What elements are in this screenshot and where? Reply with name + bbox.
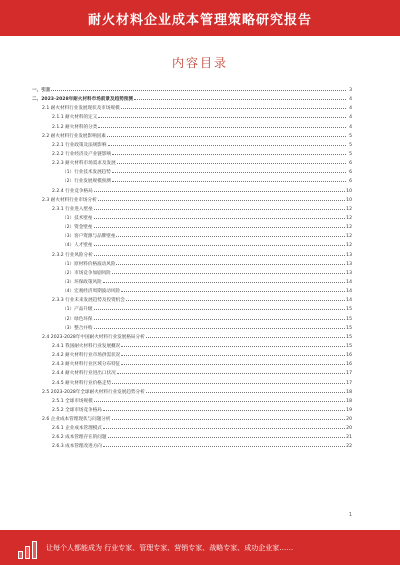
toc-entry[interactable]	[32, 113, 352, 122]
toc-entry-label: 2.1.2 耐火材料的分类	[52, 124, 98, 130]
toc-leader-dots	[107, 136, 346, 137]
toc-leader-dots	[112, 419, 346, 420]
toc-entry[interactable]	[32, 333, 352, 342]
toc-entry-label: （3）整合并购	[62, 325, 93, 331]
toc-leader-dots	[51, 90, 346, 91]
toc-entry-page: 3	[349, 88, 352, 93]
toc-entry[interactable]	[32, 388, 352, 397]
footer-slogan: 让每个人都能成为 行业专家、管理专家、营销专家、战略专家、成功企业家……	[46, 543, 294, 552]
toc-entry-page: 15	[346, 334, 352, 340]
report-title: 耐火材料企业成本管理策略研究报告	[87, 12, 312, 28]
toc-entry-label: 2.2.1 行业政策及法规影响	[52, 142, 107, 148]
toc-entry-page: 13	[346, 252, 352, 258]
toc-leader-dots	[121, 346, 345, 347]
toc-leader-dots	[98, 127, 346, 128]
toc-entry[interactable]	[32, 397, 352, 406]
toc-entry-label: 2.2.2 行业经济及产业链影响	[52, 151, 112, 157]
toc-leader-dots	[116, 236, 345, 237]
toc-leader-dots	[117, 373, 345, 374]
toc-entry-label: （2）资金壁垒	[62, 225, 93, 231]
toc-entry-label: 2.4.4 耐火材料行业进出口状况	[52, 371, 116, 377]
toc-entry-page: 18	[346, 398, 352, 404]
toc-entry-label: 2.1 耐火材料行业发展现状及市场规模	[42, 106, 120, 112]
toc-leader-dots	[126, 300, 345, 301]
toc-leader-dots	[112, 181, 346, 182]
toc-heading: 内容目录	[171, 56, 228, 70]
toc-leader-dots	[94, 255, 345, 256]
toc-entry-page: 16	[346, 362, 352, 368]
toc-entry-label: （1）技术壁垒	[62, 215, 93, 221]
toc-entry[interactable]	[32, 132, 352, 141]
toc-leader-dots	[112, 172, 346, 173]
toc-leader-dots	[108, 437, 346, 438]
toc-entry-page: 10	[346, 197, 352, 203]
toc-entry-page: 13	[346, 261, 352, 267]
toc-leader-dots	[121, 364, 345, 365]
toc-leader-dots	[98, 200, 345, 201]
toc-entry[interactable]	[32, 232, 352, 241]
toc-entry-label: 2.3.2 行业风险分析	[52, 252, 93, 258]
page-number: 1	[348, 512, 352, 518]
toc-entry-page: 12	[346, 234, 352, 240]
toc-leader-dots	[94, 191, 345, 192]
toc-entry-label: 2.4.3 耐火材料行业区域分布特征	[52, 362, 121, 368]
toc-entry-label: （4）人才壁垒	[62, 243, 93, 249]
toc-leader-dots	[112, 154, 346, 155]
toc-entry[interactable]	[32, 123, 352, 132]
toc-entry[interactable]	[32, 214, 352, 223]
toc-entry-page: 20	[346, 426, 352, 432]
toc-entry-page: 12	[346, 215, 352, 221]
toc-leader-dots	[103, 428, 345, 429]
toc-entry-label: 2.4.1 我国耐火材料行业发展概况	[52, 343, 121, 349]
toc-leader-dots	[94, 309, 346, 310]
toc-entry[interactable]	[32, 442, 352, 451]
toc-entry-label: 2.3.1 行业进入壁垒	[52, 206, 93, 212]
toc-leader-dots	[146, 337, 345, 338]
toc-entry-page: 14	[346, 298, 352, 304]
toc-entry-page: 5	[349, 133, 352, 139]
toc-entry[interactable]	[32, 168, 352, 177]
toc-entry-label: （1）原材料价格波动风险	[62, 261, 116, 267]
toc-entry-label: 2.5.1 全球市场规模	[52, 398, 93, 404]
toc-leader-dots	[94, 328, 346, 329]
toc-entry-label: 2.6.2 成本管理存在的问题	[52, 435, 107, 441]
toc-leader-dots	[116, 264, 345, 265]
toc-entry-page: 17	[346, 371, 352, 377]
toc-entry-label: （2）绿色环保	[62, 316, 93, 322]
toc-entry-label: 2.4 2023-2028年中国耐火材料行业发展格局分析	[42, 334, 145, 340]
toc-entry[interactable]	[32, 177, 352, 186]
toc-entry[interactable]	[32, 369, 352, 378]
toc-entry-page: 6	[349, 161, 352, 167]
toc-entry-page: 14	[346, 279, 352, 285]
toc-entry[interactable]	[32, 379, 352, 388]
toc-entry-label: 2.4.5 耐火材料行业价格走势	[52, 380, 112, 386]
toc-leader-dots	[108, 145, 347, 146]
toc-entry-label: （3）客户资源与品牌壁垒	[62, 234, 116, 240]
toc-entry-page: 15	[346, 307, 352, 313]
toc-entry-page: 4	[349, 106, 352, 112]
toc-leader-dots	[98, 117, 346, 118]
toc-entry-page: 12	[346, 206, 352, 212]
toc-leader-dots	[112, 383, 345, 384]
toc-entry[interactable]	[32, 269, 352, 278]
toc-leader-dots	[134, 99, 346, 100]
toc-entry-page: 22	[346, 444, 352, 450]
toc-leader-dots	[94, 218, 346, 219]
toc-entry-label: 2.6.3 成本管理改进方向	[52, 444, 102, 450]
toc-entry[interactable]	[32, 324, 352, 333]
toc-entry[interactable]	[32, 86, 352, 95]
toc-entry[interactable]	[32, 196, 352, 205]
toc-entry-page: 21	[346, 435, 352, 441]
toc-entry[interactable]	[32, 159, 352, 168]
table-of-contents	[32, 86, 352, 452]
toc-leader-dots	[94, 209, 345, 210]
toc-entry-page: 4	[349, 124, 352, 130]
toc-entry-label: 2.2 耐火材料行业发展影响因素	[42, 133, 106, 139]
toc-leader-dots	[103, 410, 345, 411]
toc-entry-label: （1）行业技术发展趋势	[62, 170, 111, 176]
toc-leader-dots	[94, 245, 346, 246]
toc-entry-label: 2.3.3 行业未来发展趋势及投资机会	[52, 298, 125, 304]
toc-entry[interactable]	[32, 278, 352, 287]
toc-entry-label: 2.6 企业成本管理现状与问题分析	[42, 417, 111, 423]
toc-leader-dots	[112, 273, 345, 274]
toc-entry-page: 15	[346, 316, 352, 322]
toc-entry[interactable]	[32, 287, 352, 296]
toc-leader-dots	[103, 282, 345, 283]
toc-entry-label: 2.4.2 耐火材料行业市场供需状况	[52, 353, 121, 359]
toc-entry-label: 2.1.1 耐火材料的定义	[52, 115, 98, 121]
toc-entry-label: （4）宏观经济周期波动风险	[62, 289, 121, 295]
toc-entry-page: 19	[346, 407, 352, 413]
toc-entry-page: 12	[346, 225, 352, 231]
toc-entry-page: 17	[346, 380, 352, 386]
toc-entry[interactable]	[32, 260, 352, 269]
toc-entry[interactable]	[32, 241, 352, 250]
toc-entry-page: 20	[346, 417, 352, 423]
toc-entry[interactable]	[32, 296, 352, 305]
toc-leader-dots	[121, 291, 345, 292]
toc-entry[interactable]	[32, 251, 352, 260]
toc-entry-page: 15	[346, 325, 352, 331]
toc-entry-page: 15	[346, 343, 352, 349]
toc-entry-label: 一、引言	[32, 88, 51, 93]
toc-entry-page: 18	[346, 389, 352, 395]
report-header	[0, 0, 400, 36]
toc-leader-dots	[121, 108, 346, 109]
bar-chart-icon	[14, 533, 44, 563]
toc-leader-dots	[121, 355, 345, 356]
toc-entry[interactable]	[32, 305, 352, 314]
toc-entry[interactable]	[32, 351, 352, 360]
toc-entry-label: 2.2.4 行业竞争格局	[52, 188, 93, 194]
toc-leader-dots	[94, 319, 346, 320]
toc-entry-page: 12	[346, 243, 352, 249]
footer-banner	[0, 530, 400, 565]
toc-entry-label: 2.3 耐火材料行业市场分析	[42, 197, 97, 203]
toc-entry[interactable]	[32, 433, 352, 442]
toc-entry-page: 4	[349, 115, 352, 121]
toc-entry-page: 6	[349, 170, 352, 176]
toc-entry-label: （2）市场竞争加剧风险	[62, 270, 111, 276]
toc-entry[interactable]	[32, 205, 352, 214]
toc-entry-page: 5	[349, 151, 352, 157]
toc-entry-page: 5	[349, 142, 352, 148]
toc-entry[interactable]	[32, 223, 352, 232]
toc-entry[interactable]	[32, 415, 352, 424]
toc-entry-page: 6	[349, 179, 352, 185]
toc-entry-label: （1）产品升级	[62, 307, 93, 313]
toc-entry[interactable]	[32, 342, 352, 351]
toc-entry-page: 13	[346, 270, 352, 276]
toc-entry-label: （3）环保政策风险	[62, 279, 102, 285]
toc-leader-dots	[146, 392, 345, 393]
toc-entry[interactable]	[32, 95, 352, 104]
toc-leader-dots	[103, 446, 345, 447]
toc-entry-label: 2.2.3 耐火材料市场需求及发展	[52, 161, 116, 167]
toc-entry[interactable]	[32, 187, 352, 196]
toc-entry-page: 10	[346, 188, 352, 194]
toc-entry[interactable]	[32, 360, 352, 369]
toc-entry-page: 16	[346, 353, 352, 359]
toc-leader-dots	[94, 401, 345, 402]
toc-entry-label: 2.6.1 企业成本管理模式	[52, 426, 102, 432]
toc-leader-dots	[117, 163, 346, 164]
toc-entry[interactable]	[32, 141, 352, 150]
toc-entry-label: 2.5.2 全球市场竞争格局	[52, 407, 102, 413]
toc-entry[interactable]	[32, 315, 352, 324]
toc-entry-label: 二、2023-2028年耐火材料市场前景及趋势预测	[32, 97, 133, 103]
toc-entry-label: 2.5 2023-2028年全球耐火材料行业发展趋势分析	[42, 389, 145, 395]
toc-entry[interactable]	[32, 104, 352, 113]
toc-entry-label: （2）行业发展规模预测	[62, 179, 111, 185]
toc-entry[interactable]	[32, 150, 352, 159]
toc-entry-page: 4	[349, 97, 352, 103]
toc-entry[interactable]	[32, 406, 352, 415]
toc-entry-page: 14	[346, 289, 352, 295]
toc-entry[interactable]	[32, 424, 352, 433]
toc-leader-dots	[94, 227, 346, 228]
